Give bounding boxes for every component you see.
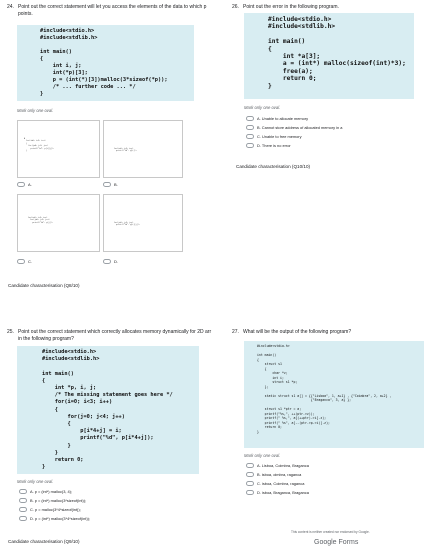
mark-only-one-hint: Mark only one oval. <box>244 105 281 110</box>
option-d-code: for(j=0; j<3; j++) printf("%d", p[i][j]); <box>114 222 140 227</box>
option-label: B. isboa, oimbra, raganca <box>257 472 302 477</box>
option-c-choice[interactable] <box>246 134 302 139</box>
disclaimer-note: This content is neither created nor endorsed by Google. <box>291 530 370 534</box>
google-forms-logo: Google Forms <box>314 539 359 546</box>
candidate-characterisation: Candidate characterisation (Q10/10) <box>236 164 311 169</box>
question-text: What will be the output of the following program? <box>243 329 352 335</box>
question-text: Point out the error in the following program. <box>243 4 339 10</box>
option-d-image <box>103 194 183 252</box>
option-label: D. <box>114 259 118 264</box>
option-a-code: A for(i=0; i<3; i++) { for(j=0; j<3; j++) printf("%d", p[i][j]); } <box>24 138 55 153</box>
option-a-image <box>17 120 100 178</box>
candidate-characterisation: Candidate characterisation (Q9/10) <box>8 539 80 544</box>
radio-oval[interactable] <box>246 490 254 495</box>
option-b-choice[interactable] <box>246 472 301 477</box>
radio-oval[interactable] <box>19 516 27 521</box>
radio-oval[interactable] <box>17 259 25 264</box>
option-d-choice[interactable] <box>246 143 291 148</box>
option-c-choice[interactable] <box>246 481 304 486</box>
radio-oval[interactable] <box>103 259 111 264</box>
radio-oval[interactable] <box>17 182 25 187</box>
radio-oval[interactable] <box>19 498 27 503</box>
option-label: A. p = (int*) malloc(3, 4); <box>30 489 73 494</box>
option-a-choice[interactable] <box>17 182 32 187</box>
option-a-choice[interactable] <box>246 116 308 121</box>
question-27-title <box>232 329 351 336</box>
mark-only-one-hint: Mark only one oval. <box>244 453 281 458</box>
question-text-cont: points. <box>18 10 33 17</box>
option-label: D. isboa, Braganca, Braganca <box>257 490 309 495</box>
radio-oval[interactable] <box>103 182 111 187</box>
question-text-cont: in the following program? <box>18 335 74 342</box>
option-c-code: for(i=0; i<3; i++) for(j=0; j<3; j++) printf("%d", p[j]); <box>28 217 53 224</box>
question-27-code: #include<stdio.h> int main() { struct s1 { char *z; int i; struct s1 *p; }; static struct s1 a[] = {{"Lisboa", 1, a+1} , {"Coimbra", 2, a+2} , {"Braganca", 3, a} }; struct s1 *ptr = a; printf("%s,", ++(ptr->z)); printf(" %s,", a[(++ptr)->i].z); printf(" %s", a[--(ptr->p->i)].z); return 0; } <box>244 341 424 448</box>
question-24-code: #include<stdio.h> #include<stdlib.h> int main() { int i, j; int(*p)[3]; p = (int(*)[3])malloc(3*sizeof(*p)); /* ... further code ... */ } <box>17 25 194 101</box>
question-26-title <box>232 4 339 11</box>
option-label: D. There is no error <box>257 143 291 148</box>
radio-oval[interactable] <box>19 507 27 512</box>
option-d-choice[interactable] <box>103 259 118 264</box>
option-label: C. isboa, Coimbra, raganca <box>257 481 305 486</box>
radio-oval[interactable] <box>246 463 254 468</box>
radio-oval[interactable] <box>246 472 254 477</box>
option-b-choice[interactable] <box>19 498 86 503</box>
question-24-title <box>7 4 217 17</box>
option-b-choice[interactable] <box>103 182 118 187</box>
question-number: 24. <box>7 4 14 10</box>
option-d-choice[interactable] <box>246 490 309 495</box>
option-label: A. <box>28 182 32 187</box>
option-label: C. Unable to free memory <box>257 134 302 139</box>
option-c-choice[interactable] <box>17 259 32 264</box>
question-text: Point out the correct statement will let you access the elements of the data to which p <box>18 4 207 10</box>
radio-oval[interactable] <box>246 143 254 148</box>
option-label: B. Cannot store address of allocated memory in a <box>257 125 343 130</box>
radio-oval[interactable] <box>246 125 254 130</box>
option-a-choice[interactable] <box>246 463 309 468</box>
question-number: 26. <box>232 4 239 10</box>
option-label: B. p = (int*) malloc(3*sizeof(int)); <box>30 498 87 503</box>
radio-oval[interactable] <box>246 134 254 139</box>
option-b-code: for(i=0; i<3; i++) printf("%d", p[i]); <box>114 148 137 153</box>
question-text: Point out the correct statement which correctly allocates memory dynamically for 2D arr <box>18 329 212 335</box>
question-25-code: #include<stdio.h> #include<stdlib.h> int main() { int *p, i, j; /* The missing statement goes here */ for(i=0; i<3; i++) { for(j=0; j<4; j++) { p[i*4+j] = i; printf("%d", p[i*4+j]); } } return 0; } <box>17 346 199 474</box>
option-b-image <box>103 120 183 178</box>
radio-oval[interactable] <box>246 116 254 121</box>
option-label: A. Unable to allocate memory <box>257 116 309 121</box>
mark-only-one-hint: Mark only one oval. <box>17 108 54 113</box>
option-a-choice[interactable] <box>19 489 72 494</box>
option-label: A. Lisboa, Coimbra, Braganca <box>257 463 309 468</box>
question-26-code: #include<stdio.h> #include<stdlib.h> int main() { int *a[3]; a = (int*) malloc(sizeof(int)*3); free(a); return 0; } <box>244 13 414 99</box>
option-c-image <box>17 194 100 252</box>
radio-oval[interactable] <box>246 481 254 486</box>
question-25-title <box>7 329 217 342</box>
option-label: C. <box>28 259 32 264</box>
option-b-choice[interactable] <box>246 125 342 130</box>
radio-oval[interactable] <box>19 489 27 494</box>
option-d-choice[interactable] <box>19 516 90 521</box>
mark-only-one-hint: Mark only one oval. <box>17 479 54 484</box>
option-label: D. p = (int*) malloc(3*4*sizeof(int)); <box>30 516 90 521</box>
question-number: 25. <box>7 329 14 335</box>
option-label: C. p = malloc(3*4*sizeof(int)); <box>30 507 81 512</box>
question-number: 27. <box>232 329 239 335</box>
option-c-choice[interactable] <box>19 507 81 512</box>
candidate-characterisation: Candidate characterisation (Q8/10) <box>8 283 80 288</box>
option-label: B. <box>114 182 118 187</box>
